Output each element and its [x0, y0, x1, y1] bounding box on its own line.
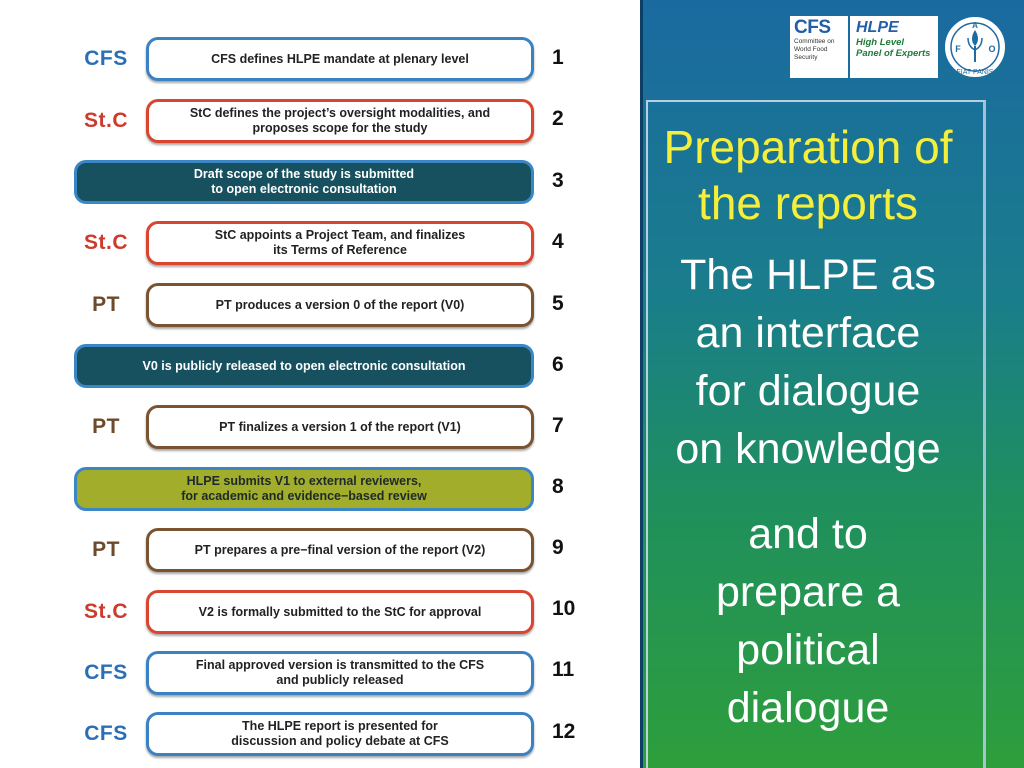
flow-step-5	[0, 280, 640, 330]
hlpe-logo-line: High Level	[856, 37, 905, 48]
svg-text:O: O	[988, 44, 996, 54]
step-box	[146, 405, 534, 449]
step-text-line: The HLPE report is presented for	[242, 719, 438, 733]
cfs-logo-line: Committee on	[794, 38, 835, 45]
step-box	[146, 283, 534, 327]
cfs-logo-mark: CFS	[794, 17, 831, 38]
step-box	[74, 344, 534, 388]
cfs-logo-line: Security	[794, 54, 818, 61]
flow-step-9	[0, 525, 640, 575]
panel-text-line: prepare a	[715, 568, 901, 616]
svg-text:A: A	[972, 21, 978, 30]
step-box	[146, 712, 534, 756]
step-number: 4	[552, 230, 564, 253]
cfs-logo	[790, 16, 848, 78]
flow-step-6	[0, 341, 640, 391]
panel-heading-line: the reports	[698, 177, 918, 229]
panel-divider	[640, 0, 643, 768]
actor-label: PT	[92, 415, 120, 438]
step-text-line: and publicly released	[276, 673, 404, 687]
step-number: 3	[552, 169, 564, 192]
step-text-line: PT produces a version 0 of the report (V0)	[215, 297, 465, 312]
step-box	[74, 160, 534, 204]
step-text-line: V2 is formally submitted to the StC for approval	[198, 604, 482, 619]
panel-text-line: The HLPE as	[680, 251, 936, 299]
step-text-line: Draft scope of the study is submitted	[193, 167, 415, 181]
step-text-line: proposes scope for the study	[252, 121, 428, 135]
panel-text-line: an interface	[695, 309, 921, 357]
hlpe-logo-line: Panel of Experts	[856, 48, 931, 59]
step-number: 8	[552, 475, 564, 498]
panel-heading-line: Preparation of	[663, 121, 953, 173]
flow-step-2	[0, 96, 640, 146]
panel-text-line: for dialogue	[695, 367, 921, 415]
flow-step-10	[0, 587, 640, 637]
flow-step-7	[0, 402, 640, 452]
step-text-line: HLPE submits V1 to external reviewers,	[186, 474, 422, 488]
hlpe-logo-mark: HLPE	[856, 19, 899, 36]
panel-text-line: political	[736, 626, 880, 674]
step-box	[74, 467, 534, 511]
step-box	[146, 528, 534, 572]
flow-step-12	[0, 709, 640, 759]
step-number: 2	[552, 107, 564, 130]
fao-logo-icon	[944, 16, 1006, 78]
step-text-line: for academic and evidence−based review	[181, 489, 427, 503]
step-text-line: StC defines the project’s oversight modalities, and	[189, 106, 491, 120]
svg-text:F: F	[955, 44, 961, 54]
logo-strip	[790, 16, 1016, 80]
actor-label: PT	[92, 538, 120, 561]
step-text-line: Final approved version is transmitted to the CFS	[195, 658, 485, 672]
step-number: 1	[552, 46, 564, 69]
step-text-line: its Terms of Reference	[273, 243, 407, 257]
hlpe-logo	[850, 16, 938, 78]
flow-step-3	[0, 157, 640, 207]
actor-label: CFS	[84, 47, 128, 70]
actor-label: CFS	[84, 722, 128, 745]
step-number: 9	[552, 536, 564, 559]
step-text-line: discussion and policy debate at CFS	[231, 734, 449, 748]
step-box	[146, 590, 534, 634]
step-box	[146, 221, 534, 265]
cfs-logo-line: World Food	[794, 46, 828, 53]
step-box	[146, 651, 534, 695]
flow-step-1	[0, 34, 640, 84]
step-text-line: PT prepares a pre−final version of the report (V2)	[194, 542, 486, 557]
step-text-line: CFS defines HLPE mandate at plenary level	[211, 51, 469, 66]
actor-label: CFS	[84, 661, 128, 684]
step-number: 10	[552, 597, 576, 620]
flow-step-11	[0, 648, 640, 698]
step-number: 5	[552, 292, 564, 315]
flow-step-8	[0, 464, 640, 514]
step-box	[146, 99, 534, 143]
step-text-line: PT finalizes a version 1 of the report (V1)	[219, 419, 461, 434]
step-number: 12	[552, 720, 576, 743]
step-number: 7	[552, 414, 564, 437]
step-text-line: StC appoints a Project Team, and finalizes	[214, 228, 466, 242]
step-box	[146, 37, 534, 81]
flow-step-4	[0, 218, 640, 268]
step-text-line: to open electronic consultation	[211, 182, 397, 196]
actor-label: St.C	[84, 231, 128, 254]
step-text-line: V0 is publicly released to open electronic consultation	[142, 358, 466, 373]
actor-label: St.C	[84, 109, 128, 132]
actor-label: PT	[92, 293, 120, 316]
step-number: 11	[552, 658, 575, 681]
panel-text-line: dialogue	[726, 684, 890, 732]
panel-text-line: and to	[748, 510, 868, 558]
panel-text-line: on knowledge	[675, 425, 941, 473]
step-number: 6	[552, 353, 564, 376]
actor-label: St.C	[84, 600, 128, 623]
fao-motto: FIAT PANIS	[956, 69, 994, 76]
